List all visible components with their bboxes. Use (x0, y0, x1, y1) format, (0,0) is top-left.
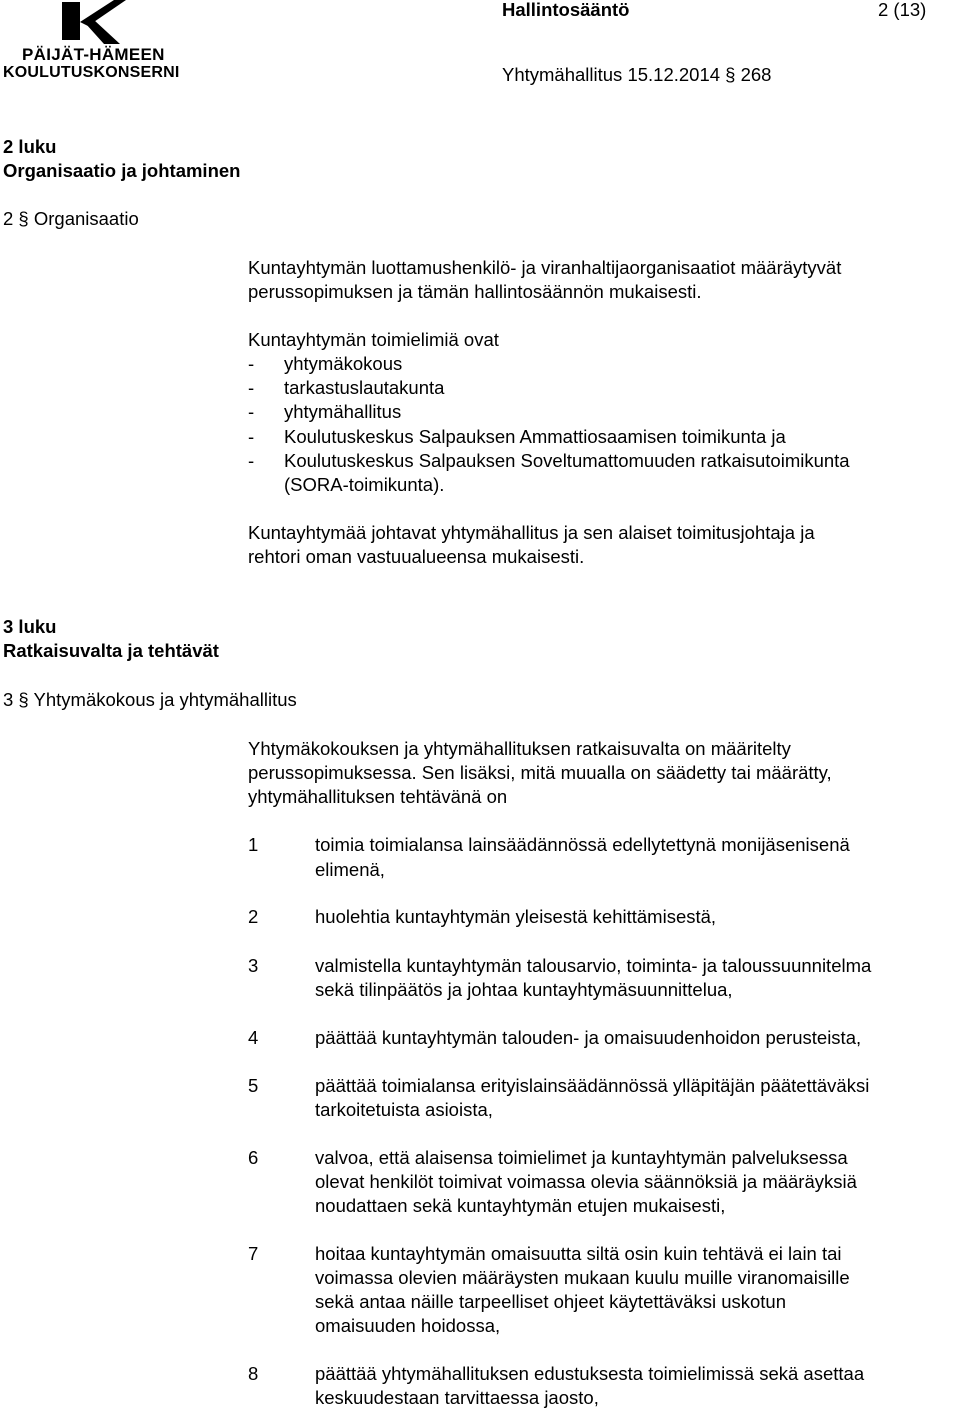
list-dash: - (248, 377, 255, 398)
logo-text-line1: PÄIJÄT-HÄMEEN (22, 45, 165, 64)
list-item: yhtymähallitus (284, 401, 402, 422)
section-2-heading: 2 § Organisaatio (3, 208, 139, 229)
chapter-2-number: 2 luku (3, 136, 57, 157)
paragraph-line: perussopimuksen ja tämän hallintosäännön mukaisesti. (248, 281, 702, 302)
task-number: 8 (248, 1363, 259, 1384)
list-dash: - (248, 426, 255, 447)
list-item: Koulutuskeskus Salpauksen Soveltumattomuuden ratkaisutoimikunta (284, 450, 850, 471)
task-line: noudattaen sekä kuntayhtymän etujen mukaisesti, (315, 1195, 726, 1216)
task-line: hoitaa kuntayhtymän omaisuutta siltä osin kuin tehtävä ei lain tai (315, 1243, 842, 1264)
paragraph-line: Kuntayhtymän luottamushenkilö- ja viranhaltijaorganisaatiot määräytyvät (248, 257, 842, 278)
bodies-intro: Kuntayhtymän toimielimiä ovat (248, 329, 499, 350)
list-item: tarkastuslautakunta (284, 377, 445, 398)
list-item-continuation: (SORA-toimikunta). (284, 474, 445, 495)
task-line: päättää kuntayhtymän talouden- ja omaisuudenhoidon perusteista, (315, 1027, 862, 1048)
task-line: sekä tilinpäätös ja johtaa kuntayhtymäsuunnittelua, (315, 979, 733, 1000)
task-number: 1 (248, 834, 259, 855)
section-3-heading: 3 § Yhtymäkokous ja yhtymähallitus (3, 689, 297, 710)
logo-text-line2: KOULUTUSKONSERNI (3, 64, 180, 81)
task-line: voimassa olevien määräysten mukaan kuulu muille viranomaisille (315, 1267, 850, 1288)
task-line: päättää yhtymähallituksen edustuksesta toimielimissä sekä asettaa (315, 1363, 865, 1384)
task-line: valmistella kuntayhtymän talousarvio, toiminta- ja taloussuunnitelma (315, 955, 872, 976)
list-dash: - (248, 353, 255, 374)
task-line: elimenä, (315, 859, 385, 880)
task-line: keskuudestaan tarvittaessa jaosto, (315, 1387, 599, 1408)
task-line: omaisuuden hoidossa, (315, 1315, 501, 1336)
logo-k-mark-icon (58, 0, 128, 46)
task-line: valvoa, että alaisensa toimielimet ja kuntayhtymän palveluksessa (315, 1147, 848, 1168)
task-line: sekä antaa näille tarpeelliset ohjeet käytettäväksi uskotun (315, 1291, 787, 1312)
organization-logo (0, 0, 200, 84)
task-number: 5 (248, 1075, 259, 1096)
chapter-2-title: Organisaatio ja johtaminen (3, 160, 241, 181)
list-dash: - (248, 401, 255, 422)
task-number: 6 (248, 1147, 259, 1168)
paragraph-line: rehtori oman vastuualueensa mukaisesti. (248, 546, 585, 567)
approval-line: Yhtymähallitus 15.12.2014 § 268 (502, 64, 772, 85)
document-title: Hallintosääntö (502, 0, 630, 20)
paragraph-line: Kuntayhtymää johtavat yhtymähallitus ja sen alaiset toimitusjohtaja ja (248, 522, 815, 543)
page-number: 2 (13) (878, 0, 927, 20)
task-number: 4 (248, 1027, 259, 1048)
task-line: päättää toimialansa erityislainsäädännössä ylläpitäjän päätettäväksi (315, 1075, 870, 1096)
task-number: 7 (248, 1243, 259, 1264)
task-line: olevat henkilöt toimivat voimassa olevia säännöksiä ja määräyksiä (315, 1171, 857, 1192)
list-item: Koulutuskeskus Salpauksen Ammattiosaamisen toimikunta ja (284, 426, 786, 447)
list-item: yhtymäkokous (284, 353, 403, 374)
task-line: tarkoitetuista asioista, (315, 1099, 493, 1120)
task-line: toimia toimialansa lainsäädännössä edellytettynä monijäsenisenä (315, 834, 850, 855)
chapter-3-number: 3 luku (3, 616, 57, 637)
task-number: 2 (248, 906, 259, 927)
paragraph-line: perussopimuksessa. Sen lisäksi, mitä muualla on säädetty tai määrätty, (248, 762, 832, 783)
task-line: huolehtia kuntayhtymän yleisestä kehittämisestä, (315, 906, 717, 927)
list-dash: - (248, 450, 255, 471)
chapter-3-title: Ratkaisuvalta ja tehtävät (3, 640, 219, 661)
task-number: 3 (248, 955, 259, 976)
paragraph-line: Yhtymäkokouksen ja yhtymähallituksen ratkaisuvalta on määritelty (248, 738, 791, 759)
paragraph-line: yhtymähallituksen tehtävänä on (248, 786, 508, 807)
